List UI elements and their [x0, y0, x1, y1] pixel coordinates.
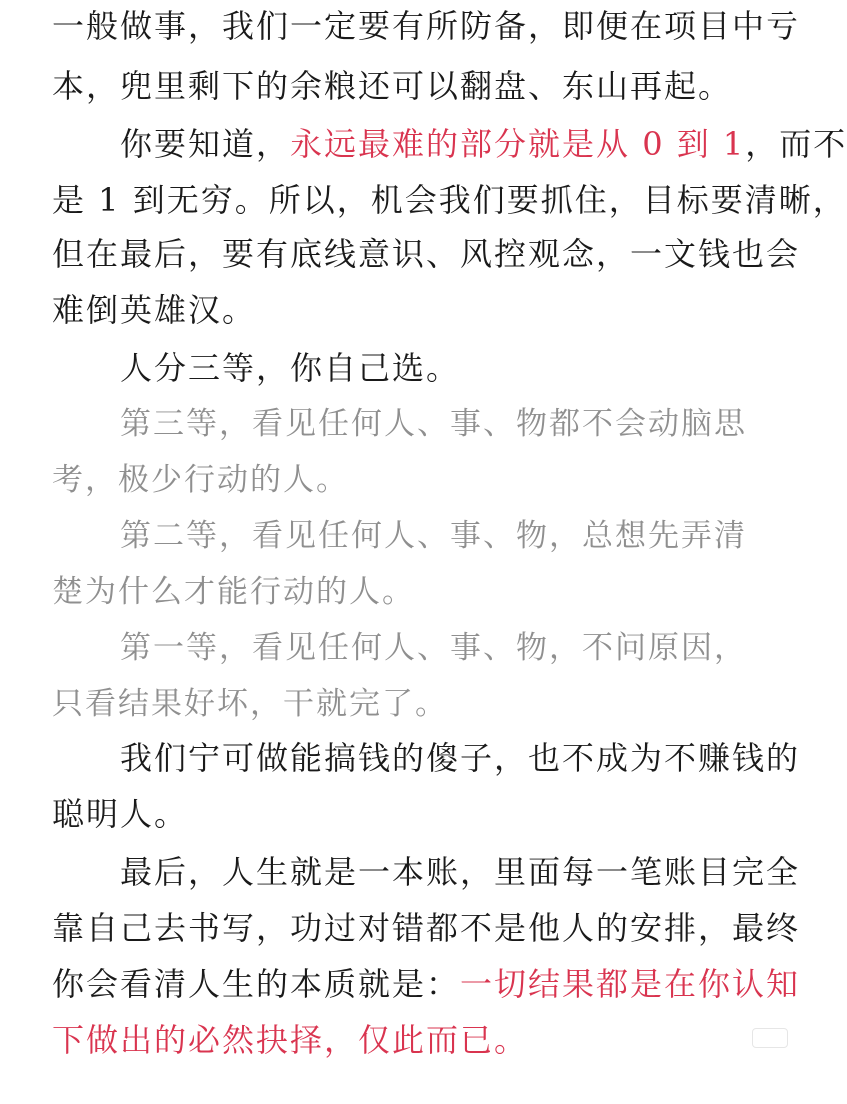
text-line [52, 6, 800, 46]
line-text: 你会看清人生的本质就是： [52, 965, 461, 1003]
text-line [52, 290, 256, 330]
muted-line [120, 628, 747, 668]
highlighted-text: 永远最难的部分就是从 0 到 1 [290, 125, 746, 163]
line-text: 是 1 到无穷。所以，机会我们要抓住，目标要清晰， [52, 181, 847, 219]
highlighted-text: 一切结果都是在你认知 [460, 965, 801, 1003]
line-text: 本，兜里剩下的余粮还可以翻盘、东山再起。 [52, 67, 733, 105]
text-line [52, 908, 800, 948]
line-text: 人分三等，你自己选。 [120, 349, 461, 387]
text-line [120, 348, 460, 388]
muted-line [52, 684, 448, 724]
line-text: 难倒英雄汉。 [52, 291, 257, 329]
text-line [120, 852, 800, 892]
line-text: 第三等，看见任何人、事、物都不会动脑思 [120, 406, 747, 442]
line-text: 但在最后，要有底线意识、风控观念，一文钱也会 [52, 235, 801, 273]
muted-line [120, 516, 747, 556]
line-text: 靠自己去书写，功过对错都不是他人的安排，最终 [52, 909, 801, 947]
text-line [52, 964, 800, 1004]
text-line [120, 124, 847, 164]
text-line [52, 794, 188, 834]
muted-line [120, 404, 747, 444]
text-line [52, 66, 732, 106]
line-text: 一般做事，我们一定要有所防备，即便在项目中亏 [52, 7, 801, 45]
line-text: 第一等，看见任何人、事、物，不问原因， [120, 630, 747, 666]
text-line [52, 180, 847, 220]
line-text: 下做出的必然抉择，仅此而已。 [52, 1021, 529, 1059]
muted-line [52, 460, 349, 500]
text-line [120, 738, 800, 778]
watermark-badge [752, 1028, 788, 1048]
muted-line [52, 572, 415, 612]
watermark-strip [610, 1058, 800, 1078]
line-text: 你要知道， [120, 125, 291, 163]
line-text: 第二等，看见任何人、事、物，总想先弄清 [120, 518, 747, 554]
line-text: 只看结果好坏，干就完了。 [52, 686, 448, 722]
highlighted-line [52, 1020, 528, 1060]
line-text: 我们宁可做能搞钱的傻子，也不成为不赚钱的 [120, 739, 801, 777]
line-text: 考，极少行动的人。 [52, 462, 349, 498]
line-text: ，而不 [745, 125, 847, 163]
line-text: 楚为什么才能行动的人。 [52, 574, 415, 610]
line-text: 最后，人生就是一本账，里面每一笔账目完全 [120, 853, 801, 891]
text-line [52, 234, 800, 274]
line-text: 聪明人。 [52, 795, 189, 833]
